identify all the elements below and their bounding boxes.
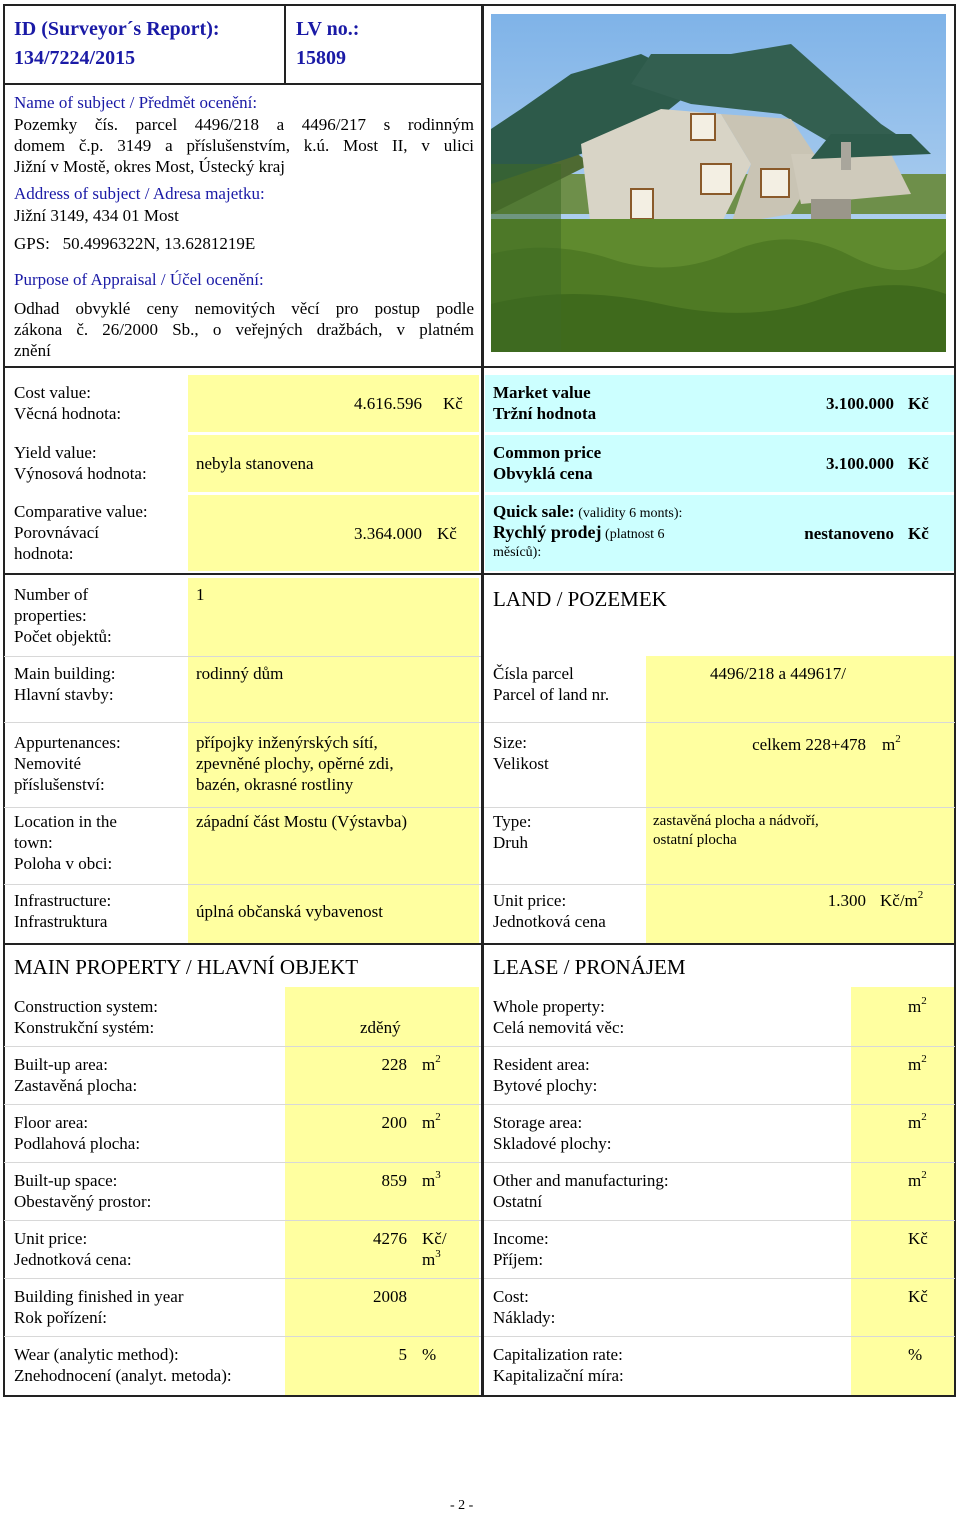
mp-label: Zastavěná plocha:	[14, 1076, 138, 1095]
mp-value: 200	[381, 1113, 407, 1132]
lv-value: 15809	[296, 47, 346, 69]
lease-heading: LEASE / PRONÁJEM	[493, 955, 686, 979]
market-label-1: Market value	[493, 383, 591, 402]
lease-unit-text: m	[908, 1113, 922, 1132]
mp-row-sep	[4, 1336, 481, 1337]
id-value: 134/7224/2015	[14, 47, 136, 69]
mp-row-sep	[4, 1162, 481, 1163]
mp-label: Unit price:	[14, 1229, 88, 1248]
size-unit-sup: 2	[895, 733, 901, 745]
infra-label-2: Infrastruktura	[14, 912, 108, 931]
sep-4	[4, 884, 481, 885]
quick-label-line-1	[493, 501, 682, 524]
mp-unit	[422, 1054, 441, 1075]
location-value: západní část Mostu (Výstavba)	[196, 812, 408, 831]
lease-unit-text: m	[908, 997, 922, 1016]
parcel-label-1: Čísla parcel	[493, 664, 574, 683]
lease-label: Kapitalizační míra:	[493, 1366, 624, 1385]
lease-label: Storage area:	[493, 1113, 583, 1132]
lease-unit-sup: 2	[921, 1053, 927, 1065]
common-unit: Kč	[908, 454, 929, 473]
mp-row-sep	[4, 1104, 481, 1105]
land-unit-sup: 2	[917, 889, 924, 901]
lease-label: Skladové plochy:	[493, 1134, 612, 1153]
sep-1	[4, 656, 481, 657]
comp-unit: Kč	[437, 524, 457, 543]
mp-unit-text: Kč/	[422, 1229, 447, 1248]
mp-unit	[422, 1344, 436, 1365]
land-unit-label-1: Unit price:	[493, 891, 567, 910]
number-label-3: Počet objektů:	[14, 627, 112, 646]
comp-value: 3.364.000	[354, 524, 422, 543]
mp-label: Konstrukční systém:	[14, 1018, 155, 1037]
common-label-2: Obvyklá cena	[493, 464, 593, 483]
lease-row-sep	[484, 1046, 955, 1047]
subject-name-line-3: Jižní v Mostě, okres Most, Ústecký kraj	[14, 157, 286, 176]
mp-value: 2008	[373, 1287, 407, 1306]
yield-label-2: Výnosová hodnota:	[14, 464, 147, 483]
type-label-1: Type:	[493, 812, 532, 831]
mp-row-sep	[4, 1046, 481, 1047]
lease-label: Income:	[493, 1229, 549, 1248]
mp-value: 5	[398, 1345, 407, 1364]
number-value: 1	[196, 585, 205, 604]
mp-value: zděný	[360, 1018, 401, 1037]
mp-value: 228	[381, 1055, 407, 1074]
size-label-2: Velikost	[493, 754, 549, 773]
lease-label: Příjem:	[493, 1250, 544, 1269]
mp-unit	[422, 1112, 441, 1133]
cost-label-2: Věcná hodnota:	[14, 404, 122, 423]
number-label-1: Number of	[14, 585, 89, 604]
land-sep-1	[484, 722, 955, 723]
cost-label-1: Cost value:	[14, 383, 91, 402]
quick-label-2: Rychlý prodej	[493, 522, 602, 542]
subject-name-heading: Name of subject / Předmět ocenění:	[14, 93, 258, 112]
lease-label: Ostatní	[493, 1192, 543, 1211]
lease-unit	[908, 1054, 927, 1075]
mp-unit-text: m	[422, 1055, 436, 1074]
appurt-label-2: Nemovité	[14, 754, 82, 773]
comp-label-2: Porovnávací	[14, 523, 99, 542]
purpose-line-1: Odhad obvyklé ceny nemovitých věcí pro postup podle	[14, 299, 474, 318]
quick-label-3: měsíců):	[493, 545, 542, 560]
land-heading: LAND / POZEMEK	[493, 587, 667, 611]
mp-unit-text: %	[422, 1345, 437, 1364]
land-unit-label-2: Jednotková cena	[493, 912, 606, 931]
lease-unit-text: Kč	[908, 1287, 928, 1306]
mp-unit	[422, 1170, 441, 1191]
lease-row-sep	[484, 1278, 955, 1279]
lease-unit-sup: 2	[921, 995, 927, 1007]
comp-label-1: Comparative value:	[14, 502, 148, 521]
mp-label: Obestavěný prostor:	[14, 1192, 152, 1211]
quick-unit: Kč	[908, 524, 929, 543]
top-section-line	[4, 366, 955, 368]
lease-unit	[908, 1170, 927, 1191]
mp-unit-text: m	[422, 1113, 436, 1132]
mp-label: Jednotková cena:	[14, 1250, 132, 1269]
lease-unit	[908, 1228, 928, 1249]
mp-unit-text: m	[422, 1171, 436, 1190]
quick-label-1s: (validity 6 monts):	[574, 506, 683, 521]
address-value: Jižní 3149, 434 01 Most	[14, 206, 179, 225]
market-label-2: Tržní hodnota	[493, 404, 597, 423]
appurt-value-2: zpevněné plochy, opěrné zdi,	[196, 754, 394, 773]
mp-label: Znehodnocení (analyt. metoda):	[14, 1366, 232, 1385]
lease-label: Bytové plochy:	[493, 1076, 598, 1095]
mp-unit-2-sup: 3	[435, 1248, 441, 1260]
id-label: ID (Surveyor´s Report):	[14, 18, 220, 40]
mp-unit	[422, 1228, 447, 1249]
number-label-2: properties:	[14, 606, 87, 625]
mp-unit-2-text: m	[422, 1250, 436, 1269]
mp-unit-sup: 2	[435, 1053, 441, 1065]
land-sep-3	[484, 884, 955, 885]
location-label-3: Poloha v obci:	[14, 854, 113, 873]
header-divider	[284, 4, 286, 84]
lease-row-sep	[484, 1162, 955, 1163]
lease-label: Resident area:	[493, 1055, 590, 1074]
page-number: - 2 -	[450, 1498, 474, 1513]
infra-value: úplná občanská vybavenost	[196, 902, 383, 921]
infra-label-1: Infrastructure:	[14, 891, 112, 910]
header-bottom-line	[4, 83, 482, 85]
lease-label: Other and manufacturing:	[493, 1171, 669, 1190]
land-unit-value: 1.300	[827, 891, 866, 910]
mp-value: 4276	[373, 1229, 407, 1248]
mp-label: Rok pořízení:	[14, 1308, 108, 1327]
size-value: celkem 228+478	[752, 735, 866, 754]
purpose-heading: Purpose of Appraisal / Účel ocenění:	[14, 270, 264, 289]
lease-label: Celá nemovitá věc:	[493, 1018, 625, 1037]
center-divider	[481, 4, 484, 1397]
main-label-2: Hlavní stavby:	[14, 685, 114, 704]
gps-value: GPS: 50.4996322N, 13.6281219E	[14, 234, 256, 253]
mp-label: Construction system:	[14, 997, 159, 1016]
market-unit: Kč	[908, 394, 929, 413]
lease-label: Náklady:	[493, 1308, 556, 1327]
type-value-1: zastavěná plocha a nádvoří,	[653, 813, 819, 829]
land-sep-2	[484, 807, 955, 808]
mp-label: Built-up area:	[14, 1055, 108, 1074]
land-unit-unit-text: Kč/m	[880, 891, 918, 910]
lease-unit-text: m	[908, 1171, 922, 1190]
location-label-1: Location in the	[14, 812, 117, 831]
lease-row-sep	[484, 1336, 955, 1337]
main-property-values-col	[285, 987, 479, 1395]
purpose-line-2: zákona č. 26/2000 Sb., o veřejných dražbách, v platném	[14, 320, 474, 339]
type-label-2: Druh	[493, 833, 528, 852]
quick-value: nestanoveno	[804, 524, 894, 543]
common-value: 3.100.000	[826, 454, 894, 473]
appurt-value-1: přípojky inženýrských sítí,	[196, 733, 378, 752]
lease-unit-text: Kč	[908, 1229, 928, 1248]
mp-unit-2	[422, 1249, 441, 1270]
mp-label: Wear (analytic method):	[14, 1345, 179, 1364]
general-bottom-line	[4, 943, 955, 945]
parcel-value: 4496/218 a 449617/	[710, 664, 846, 683]
mp-label: Podlahová plocha:	[14, 1134, 141, 1153]
size-label-1: Size:	[493, 733, 527, 752]
lease-row-sep	[484, 1104, 955, 1105]
lease-unit-text: %	[908, 1345, 923, 1364]
lease-unit	[908, 1344, 922, 1365]
yield-value: nebyla stanovena	[196, 454, 314, 473]
type-value-2: ostatní plocha	[653, 832, 737, 848]
main-value: rodinný dům	[196, 664, 284, 683]
location-label-2: town:	[14, 833, 53, 852]
mp-label: Floor area:	[14, 1113, 89, 1132]
comp-label-3: hodnota:	[14, 544, 74, 563]
cost-value: 4.616.596	[354, 394, 422, 413]
lease-unit-sup: 2	[921, 1111, 927, 1123]
appurt-label-1: Appurtenances:	[14, 733, 121, 752]
lease-values-col	[851, 987, 954, 1395]
mp-unit-sup: 2	[435, 1111, 441, 1123]
common-label-1: Common price	[493, 443, 602, 462]
mp-row-sep	[4, 1278, 481, 1279]
lease-unit-sup: 2	[921, 1169, 927, 1181]
size-unit-text: m	[882, 735, 896, 754]
lease-unit	[908, 1286, 928, 1307]
size-unit	[882, 734, 901, 755]
address-heading: Address of subject / Adresa majetku:	[14, 184, 265, 203]
parcel-label-2: Parcel of land nr.	[493, 685, 610, 704]
mp-value: 859	[381, 1171, 407, 1190]
lease-unit-text: m	[908, 1055, 922, 1074]
main-label-1: Main building:	[14, 664, 116, 683]
lease-unit	[908, 1112, 927, 1133]
quick-label-1: Quick sale:	[493, 502, 575, 521]
subject-name-line-2: domem č.p. 3149 a příslušenstvím, k.ú. Most II, v ulici	[14, 136, 474, 155]
land-unit-unit	[880, 890, 923, 911]
market-value: 3.100.000	[826, 394, 894, 413]
yield-label-1: Yield value:	[14, 443, 97, 462]
lease-label: Capitalization rate:	[493, 1345, 623, 1364]
mp-label: Built-up space:	[14, 1171, 118, 1190]
purpose-line-3: znění	[14, 341, 51, 360]
mp-row-sep	[4, 1220, 481, 1221]
subject-name-line-1: Pozemky čís. parcel 4496/218 a 4496/217 s rodinným	[14, 115, 474, 134]
quick-label-2s: (platnost 6	[601, 527, 665, 542]
mp-unit-sup: 3	[435, 1169, 441, 1181]
house-photo-icon	[491, 14, 946, 352]
house-photo	[491, 14, 946, 352]
lease-label: Cost:	[493, 1287, 529, 1306]
appurt-label-3: příslušenství:	[14, 775, 105, 794]
sep-3	[4, 807, 481, 808]
cost-unit: Kč	[443, 394, 463, 413]
lease-row-sep	[484, 1220, 955, 1221]
values-bottom-line	[4, 573, 955, 575]
sep-2	[4, 722, 481, 723]
lease-unit	[908, 996, 927, 1017]
mp-label: Building finished in year	[14, 1287, 184, 1306]
appurt-value-3: bazén, okrasné rostliny	[196, 775, 354, 794]
main-property-heading: MAIN PROPERTY / HLAVNÍ OBJEKT	[14, 955, 359, 979]
lv-label: LV no.:	[296, 18, 360, 40]
lease-label: Whole property:	[493, 997, 605, 1016]
